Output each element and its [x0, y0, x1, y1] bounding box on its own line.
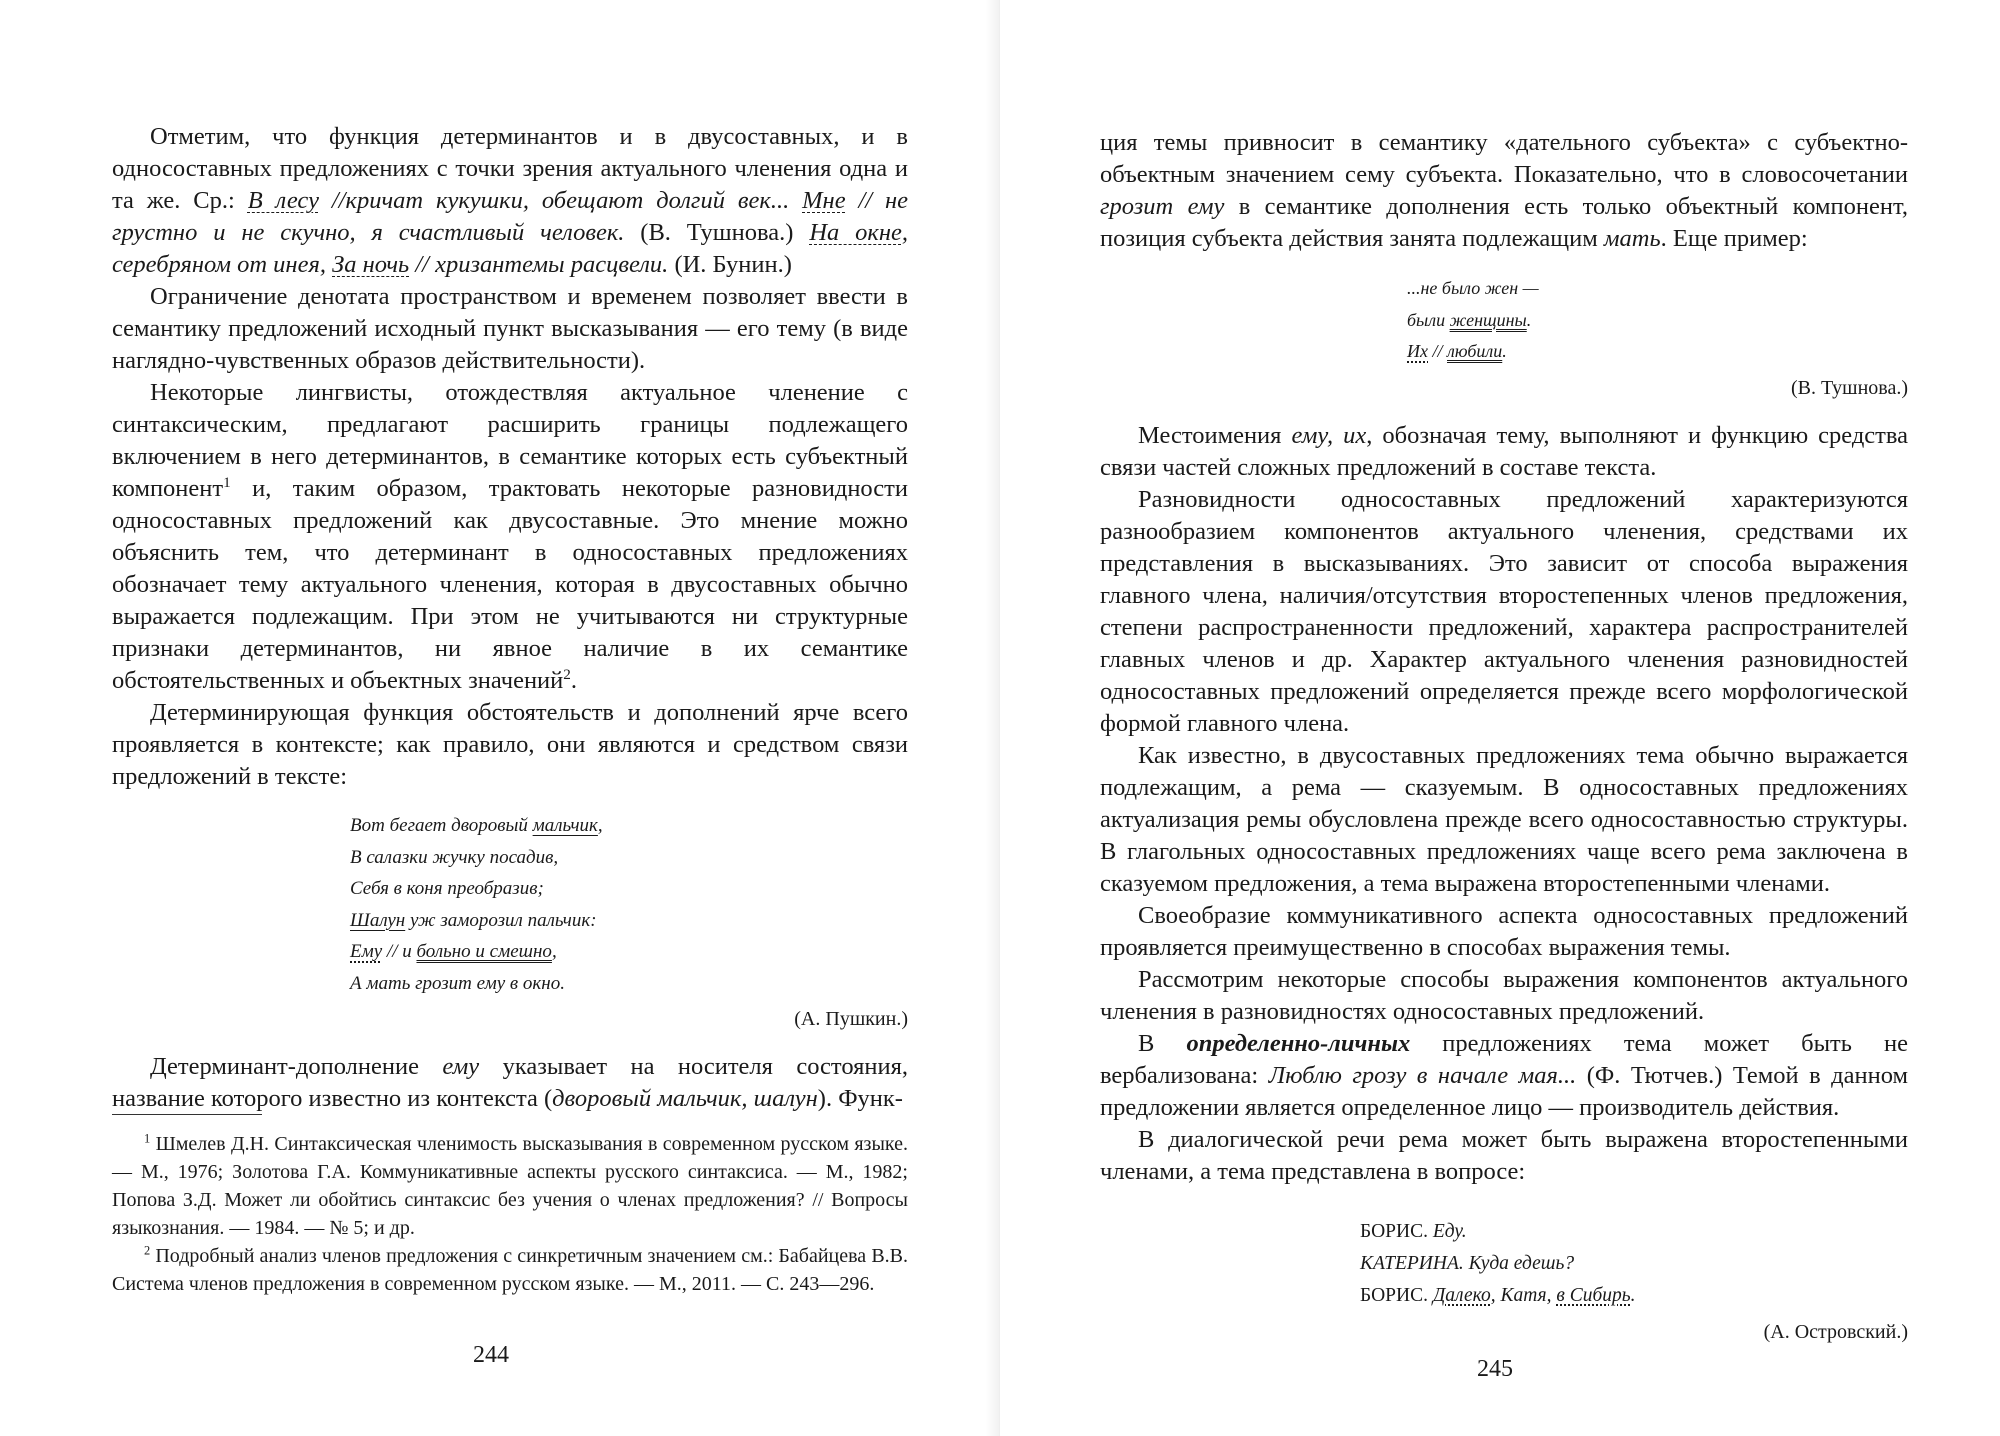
- paragraph-text: , обозначая тему, выполняют и функцию средства связи частей сложных предложений в составе текста.: [1100, 421, 1908, 481]
- poem-line: [1407, 336, 1908, 368]
- example-text: кричат кукушки, обещают долгий век...: [345, 187, 803, 214]
- footnote-ref[interactable]: 1: [223, 473, 231, 491]
- poem-quote: [1407, 273, 1908, 368]
- example-text: // хризантемы расцвели.: [409, 251, 669, 278]
- poem-quote: [350, 810, 908, 999]
- poem-text: были: [1407, 309, 1450, 330]
- right-page-body: [1100, 127, 1908, 1364]
- italic-term: мать: [1603, 225, 1661, 252]
- theme-underlined: Их: [1407, 341, 1428, 361]
- footnote: [112, 1242, 908, 1298]
- poem-attribution: (А. Пушкин.): [794, 1008, 908, 1030]
- paragraph-text: . Еще пример:: [1660, 225, 1808, 252]
- dialog-line: [1360, 1216, 1908, 1248]
- speaker-name: БОРИС.: [1360, 1284, 1433, 1306]
- paragraph: [112, 1051, 908, 1115]
- poem-line: Себя в коня преобразив;: [350, 878, 544, 899]
- footnote-text: Шмелев Д.Н. Синтаксическая членимость высказывания в современном русском языке. — М., 1976; Золотова Г.А. Коммуникативные аспекты русского синтаксиса. — М., 1982; Попова З.Д. Может ли обойтись синтаксис без учения о членах предложения? // Вопросы языкознания. — 1984. — № 5; и др.: [112, 1133, 908, 1239]
- predicate-underlined: любили: [1447, 341, 1503, 361]
- paragraph-text: Детерминант-дополнение: [150, 1053, 443, 1080]
- paragraph-text: в семантике дополнения есть только объектный компонент, позиция субъекта действия занята подлежащим: [1100, 193, 1908, 252]
- example-text: // не грустно и не скучно, я счастливый человек.: [112, 187, 908, 246]
- poem-line: [350, 905, 908, 937]
- poem-text: .: [1502, 341, 1507, 361]
- paragraph-text: и, таким образом, трактовать некоторые разновидности односоставных предложений как двусоставные. Это мнение можно объяснить тем, что детерминант в односоставных предложениях обозначает тему актуального членения, которая в двусоставных обычно выражается подлежащим. При этом не учитываются ни структурные признаки детерминантов, ни явное наличие в их семантике обстоятельственных и объектных значений: [112, 475, 908, 694]
- dialog-quote: [1360, 1216, 1908, 1312]
- separator: //: [318, 187, 346, 214]
- paragraph-text: указывает на носителя состояния, название которого известно из контекста (: [112, 1053, 908, 1112]
- footnote-number: 1: [144, 1131, 151, 1146]
- paragraph: Рассмотрим некоторые способы выражения компонентов актуального членения в разновидностях односоставных предложений.: [1100, 965, 1908, 1025]
- footnote: [112, 1130, 908, 1242]
- paragraph: Ограничение денотата пространством и временем позволяет ввести в семантику предложений исходный пункт высказывания — его тему (в виде наглядно-чувственных образов действительности).: [112, 283, 908, 374]
- dialog-attribution: (А. Островский.): [1763, 1320, 1908, 1343]
- speaker-name: БОРИС.: [1360, 1220, 1433, 1242]
- paragraph: Детерминирующая функция обстоятельств и дополнений ярче всего проявляется в контексте; как правило, они являются и средством связи предложений в тексте:: [112, 699, 908, 790]
- italic-term: дворовый мальчик, шалун: [552, 1085, 818, 1112]
- paragraph: Как известно, в двусоставных предложениях тема обычно выражается подлежащим, а рема — сказуемым. В односоставных предложениях актуализация ремы обусловлена прежде всего односоставностью структуры. В глагольных односоставных предложениях чаще всего рема заключена в сказуемом предложения, а тема выражена второстепенными членами.: [1100, 741, 1908, 897]
- poem-line: [1407, 305, 1908, 337]
- right-page: [1000, 0, 2000, 1436]
- dialog-line: [1360, 1248, 1908, 1280]
- paragraph-text: (Ф. Тютчев.) Темой в данном предложении является определенное лицо — производитель действия.: [1100, 1061, 1909, 1121]
- dialog-line: [1360, 1280, 1908, 1312]
- paragraph: [1100, 127, 1908, 255]
- attribution: (И. Бунин.): [668, 251, 792, 278]
- footnote-number: 2: [144, 1243, 151, 1258]
- paragraph: [1100, 420, 1908, 484]
- paragraph: [112, 121, 908, 281]
- footnote-divider: [112, 1114, 262, 1115]
- poem-line: [350, 810, 908, 842]
- footnote-text: Подробный анализ членов предложения с синкретичным значением см.: Бабайцева В.В. Система членов предложения в современном русском языке. — М., 2011. — С. 243—296.: [112, 1245, 908, 1295]
- italic-term: ему: [442, 1053, 480, 1080]
- theme-underlined: На окне: [809, 219, 902, 246]
- theme-underlined: В лесу: [247, 187, 319, 214]
- paragraph-text: Местоимения: [1138, 421, 1292, 449]
- theme-underlined: в Сибирь: [1556, 1284, 1631, 1306]
- poem-line: В салазки жучку посадив,: [350, 846, 559, 868]
- predicate-underlined: женщины: [1449, 309, 1527, 330]
- dialog-text: Еду.: [1432, 1220, 1467, 1242]
- dialog-text: , Катя,: [1490, 1284, 1557, 1306]
- paragraph-text: В: [1138, 1029, 1187, 1057]
- theme-underlined: Мне: [802, 187, 846, 214]
- paragraph: Разновидности односоставных предложений характеризуются разнообразием компонентов актуального членения, средствами их представления в высказываниях. Это зависит от способа выражения главного члена, наличия/отсутствия второстепенных членов предложения, степени распространенности предложений, характера распространителей главных членов и др. Характер актуального членения разновидностей односоставных предложений определяется прежде всего морфологической формой главного члена.: [1100, 485, 1908, 737]
- paragraph-text: ). Функ-: [817, 1085, 903, 1112]
- poem-line: [350, 936, 908, 968]
- poem-line: А мать грозит ему в окно.: [350, 972, 565, 994]
- footnotes: [112, 1130, 908, 1298]
- subject-underlined: мальчик: [532, 815, 598, 836]
- paragraph-text: предложениях тема может быть не вербализована:: [1100, 1029, 1908, 1089]
- paragraph: Своеобразие коммуникативного аспекта односоставных предложений проявляется преимущественно в способах выражения темы.: [1100, 901, 1908, 961]
- theme-underlined: Далеко: [1432, 1284, 1491, 1306]
- dialog-text: .: [1630, 1284, 1636, 1306]
- bold-term: определенно-личных: [1186, 1029, 1411, 1057]
- paragraph: [1100, 1028, 1908, 1124]
- attribution: (В. Тушнова.): [624, 219, 810, 246]
- poem-line: ...не было жен —: [1407, 278, 1539, 298]
- paragraph-text: ция темы привносит в семантику «дательного субъекта» с субъектно-объектным значением сему субъекта. Показательно, что в словосочетании: [1100, 129, 1908, 188]
- italic-term: грозит ему: [1100, 193, 1225, 220]
- paragraph: В диалогической речи рема может быть выражена второстепенными членами, а тема представлена в вопросе:: [1100, 1125, 1908, 1185]
- poem-text: ,: [597, 815, 603, 836]
- italic-quote: Люблю грозу в начале мая...: [1268, 1061, 1577, 1089]
- paragraph-text: .: [570, 667, 577, 694]
- predicate-underlined: больно и смешно: [416, 941, 552, 962]
- example-text: , серебряном от инея,: [112, 219, 908, 278]
- subject-underlined: Шалун: [350, 909, 406, 931]
- page-number: 245: [1477, 1356, 1513, 1382]
- poem-text: Вот бегает дворовый: [350, 815, 533, 836]
- theme-underlined: За ночь: [332, 251, 410, 278]
- poem-text: .: [1526, 309, 1532, 330]
- poem-text: уж заморозил пальчик:: [405, 909, 597, 931]
- left-page-body: [112, 121, 908, 1115]
- paragraph-text: Отметим, что функция детерминантов и в двусоставных, и в односоставных предложениях с точки зрения актуального членения одна и та же. Ср.:: [112, 123, 908, 214]
- page-number: 244: [473, 1342, 509, 1368]
- poem-attribution: (В. Тушнова.): [1790, 376, 1908, 399]
- theme-underlined: Ему: [350, 941, 383, 962]
- separator: //: [1428, 341, 1448, 361]
- paragraph-text: Некоторые лингвисты, отождествляя актуальное членение с синтаксическим, предлагают расширить границы подлежащего включением в него детерминантов, в семантике которых есть субъектный компонент: [112, 379, 908, 502]
- separator: // и: [382, 941, 417, 962]
- footnote-ref[interactable]: 2: [563, 665, 571, 683]
- dialog-text: КАТЕРИНА. Куда едешь?: [1360, 1252, 1575, 1274]
- paragraph: [112, 377, 908, 697]
- italic-term: ему, их: [1291, 421, 1367, 449]
- poem-text: ,: [551, 941, 557, 962]
